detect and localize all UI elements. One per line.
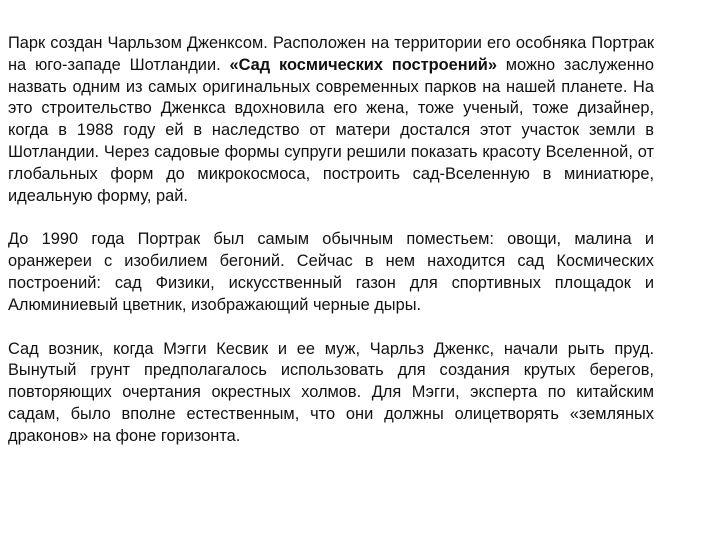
- paragraph-1-garden-name: «Сад космических построений»: [229, 55, 497, 74]
- paragraph-1-rest: можно заслуженно назвать одним из самых оригинальных современных парков на нашей планете. На это строительство Дженкса вдохновила его жена, тоже ученый, тоже дизайнер, когда в 1988 году ей в наследство от матери достался этот участок земли в Шотландии. Через садовые формы супруги решили показать красоту Вселенной, от глобальных форм до микрокосмоса, построить сад-Вселенную в миниатюре, идеальную форму, рай.: [8, 55, 654, 205]
- paragraph-2: До 1990 года Портрак был самым обычным поместьем: овощи, малина и оранжереи с изобилием бегоний. Сейчас в нем находится сад Космических построений: сад Физики, искусственный газон для спортивных площадок и Алюминиевый цветник, изображающий черные дыры.: [8, 230, 654, 314]
- paragraph-3: Сад возник, когда Мэгги Кесвик и ее муж, Чарльз Дженкс, начали рыть пруд. Вынутый грунт предполагалось использовать для создания крутых берегов, повторяющих очертания окрестных холмов. Для Мэгги, эксперта по китайским садам, было вполне естественным, что они должны олицетворять «земляных драконов» на фоне горизонта.: [8, 339, 654, 445]
- paragraph-1: [8, 33, 654, 207]
- paragraph-1-intro: Парк создан Чарльзом Дженксом. Расположен на территории его особняка Портрак на юго-западе Шотландии.: [8, 34, 654, 74]
- document-page: [8, 33, 654, 448]
